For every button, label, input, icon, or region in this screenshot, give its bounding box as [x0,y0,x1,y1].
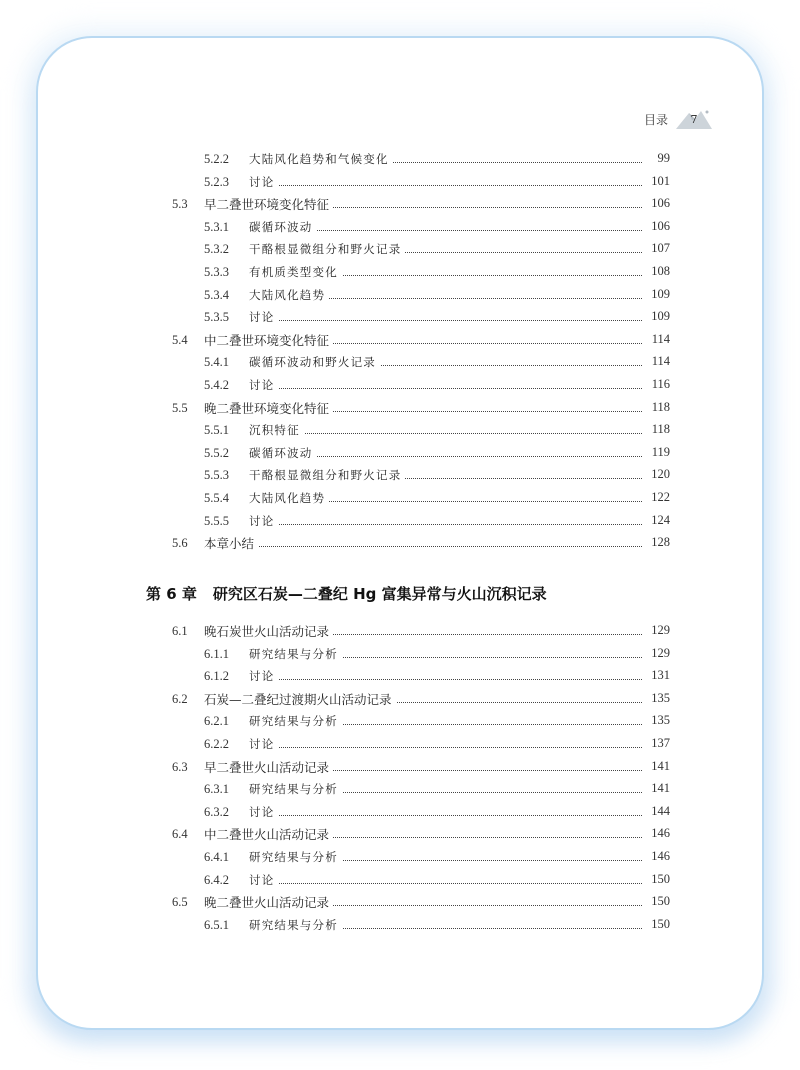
toc-entry-number: 5.4.2 [204,378,229,392]
toc-entry-title: 有机质类型变化 [249,264,342,280]
toc-entry[interactable] [0,444,800,464]
page-number: 7 [690,113,698,126]
toc-entry-number: 6.5.1 [204,917,229,932]
toc-entry[interactable] [0,353,800,373]
toc-entry-number: 5.5.5 [204,513,229,528]
toc-entry[interactable] [0,512,800,532]
toc-entry-page: 109 [642,309,670,324]
toc-entry-page: 114 [642,354,670,369]
toc-entry-page: 108 [642,264,670,279]
dot-leader [250,320,642,321]
toc-entry-title: 研究结果与分析 [249,781,342,797]
toc-entry-number: 6.5 [172,895,188,910]
toc-entry[interactable] [0,712,800,732]
toc-entry-page: 116 [642,377,670,392]
toc-entry[interactable] [0,331,800,351]
toc-entry-number: 5.6 [172,536,188,551]
toc-entry-page: 146 [642,849,670,864]
chapter-label: 第 6 章 [146,585,197,603]
toc-entry-title: 早二叠世火山活动记录 [204,758,333,776]
toc-entry[interactable] [0,848,800,868]
toc-entry-title: 碳循环波动和野火记录 [249,354,380,370]
toc-entry-title: 研究结果与分析 [249,917,342,933]
toc-entry-title: 晚二叠世环境变化特征 [204,399,333,417]
toc-entry[interactable] [0,263,800,283]
toc-entry-title: 中二叠世火山活动记录 [204,825,333,843]
toc-entry-page: 101 [642,174,670,189]
toc-entry-title: 讨论 [249,872,278,888]
toc-entry[interactable] [0,399,800,419]
toc-entry-title: 本章小结 [204,534,258,552]
dot-leader [250,679,642,680]
toc-entry[interactable] [0,173,800,193]
toc-entry-number: 5.3.1 [204,219,229,234]
toc-entry-number: 6.1 [172,624,188,638]
toc-entry-number: 6.4.2 [204,872,229,887]
toc-entry-number: 6.2.1 [204,714,229,729]
dot-leader [250,546,642,547]
toc-entry[interactable] [0,735,800,755]
toc-entry-page: 137 [642,736,670,751]
toc-entry-page: 109 [642,287,670,302]
toc-entry-number: 5.4.1 [204,355,229,370]
toc-entry[interactable] [0,286,800,306]
toc-entry-page: 131 [642,668,670,683]
toc-entry-page: 135 [642,713,670,728]
toc-entry-page: 128 [642,535,670,550]
toc-entry-page: 129 [642,623,670,638]
toc-entry[interactable] [0,690,800,710]
toc-entry-page: 150 [642,894,670,909]
toc-entry-number: 5.2.2 [204,152,229,166]
toc-entry-page: 124 [642,513,670,528]
toc-entry[interactable] [0,489,800,509]
toc-entry-number: 5.5.2 [204,445,229,460]
toc-entry-number: 5.5.1 [204,423,229,438]
toc-entry[interactable] [0,780,800,800]
toc-entry-number: 5.3.2 [204,242,229,257]
dot-leader [250,815,642,816]
toc-entry[interactable] [0,195,800,215]
toc-entry-page: 150 [642,917,670,932]
toc-entry-number: 6.3.1 [204,782,229,797]
toc-entry-number: 5.3.3 [204,265,229,279]
toc-entry-title: 讨论 [249,174,278,190]
toc-entry-title: 石炭—二叠纪过渡期火山活动记录 [204,690,396,708]
toc-entry-page: 120 [642,467,670,482]
toc-entry-number: 6.2 [172,691,188,706]
running-head [630,108,714,130]
toc-entry-title: 中二叠世环境变化特征 [204,331,333,349]
toc-entry[interactable] [0,534,800,554]
toc-entry[interactable] [0,871,800,891]
toc-entry-number: 5.5 [172,400,188,415]
dot-leader [250,883,642,884]
toc-entry-page: 135 [642,691,670,706]
toc-entry-number: 5.2.3 [204,174,229,189]
toc-entry-title: 晚石炭世火山活动记录 [204,622,333,640]
toc-entry-number: 6.1.1 [204,646,229,661]
toc-entry-page: 146 [642,826,670,841]
toc-entry-title: 大陆风化趋势 [249,490,329,506]
dot-leader [250,388,642,389]
toc-entry-page: 141 [642,759,670,774]
toc-entry-title: 讨论 [249,668,278,684]
toc-entry-title: 讨论 [249,736,278,752]
chapter-title: 研究区石炭—二叠纪 Hg 富集异常与火山沉积记录 [212,585,547,603]
toc-entry-number: 5.5.4 [204,491,229,505]
toc-entry[interactable] [0,308,800,328]
toc-entry-title: 碳循环波动 [249,445,317,461]
dot-leader [250,747,642,748]
toc-entry-title: 碳循环波动 [249,219,317,235]
toc-entry[interactable] [0,240,800,260]
chapter-heading[interactable] [146,583,547,607]
toc-entry[interactable] [0,150,800,170]
toc-entry-page: 141 [642,781,670,796]
toc-entry-title: 干酪根显微组分和野火记录 [249,467,405,483]
toc-entry-title: 大陆风化趋势 [249,287,329,303]
toc-entry-number: 5.4 [172,332,188,347]
toc-entry[interactable] [0,466,800,486]
toc-entry-page: 150 [642,872,670,887]
toc-entry-page: 129 [642,646,670,661]
toc-entry-page: 107 [642,241,670,256]
toc-entry-page: 144 [642,804,670,819]
toc-entry-page: 122 [642,490,670,505]
dot-leader [250,524,642,525]
toc-entry[interactable] [0,622,800,642]
toc-entry-number: 5.3.5 [204,310,229,325]
toc-entry-page: 106 [642,219,670,234]
toc-entry-number: 5.3.4 [204,287,229,302]
toc-entry-page: 99 [642,151,670,166]
toc-entry-title: 大陆风化趋势和气候变化 [249,151,393,167]
dot-leader [250,433,642,434]
toc-entry-title: 研究结果与分析 [249,713,342,729]
toc-entry[interactable] [0,825,800,845]
toc-entry-page: 106 [642,196,670,211]
running-head-label: 目录 [644,113,669,127]
dot-leader [250,185,642,186]
toc-entry-number: 6.4 [172,827,188,842]
toc-entry-title: 晚二叠世火山活动记录 [204,893,333,911]
toc-entry-title: 沉积特征 [249,422,304,438]
toc-entry-title: 讨论 [249,309,278,325]
toc-entry[interactable] [0,218,800,238]
toc-entry-page: 119 [642,445,670,460]
toc-entry[interactable] [0,916,800,936]
toc-entry[interactable] [0,803,800,823]
toc-entry-number: 6.2.2 [204,737,229,751]
toc-entry-title: 干酪根显微组分和野火记录 [249,241,405,257]
toc-entry-number: 6.4.1 [204,850,229,864]
toc-entry-number: 6.1.2 [204,669,229,684]
toc-entry[interactable] [0,667,800,687]
toc-entry-title: 讨论 [249,804,278,820]
toc-entry-page: 118 [642,400,670,415]
toc-entry-title: 讨论 [249,377,278,393]
toc-entry[interactable] [0,376,800,396]
toc-entry[interactable] [0,758,800,778]
toc-entry-title: 早二叠世环境变化特征 [204,195,333,213]
toc-entry-title: 研究结果与分析 [249,849,342,865]
toc-entry-number: 5.5.3 [204,468,229,483]
toc-entry[interactable] [0,421,800,441]
toc-entry-number: 6.3 [172,759,188,774]
toc-entry[interactable] [0,893,800,913]
toc-entry-number: 5.3 [172,197,188,212]
toc-entry-title: 研究结果与分析 [249,646,342,662]
toc-entry-number: 6.3.2 [204,804,229,819]
toc-entry-page: 118 [642,422,670,437]
toc-entry-title: 讨论 [249,513,278,529]
toc-entry[interactable] [0,645,800,665]
toc-entry-page: 114 [642,332,670,347]
